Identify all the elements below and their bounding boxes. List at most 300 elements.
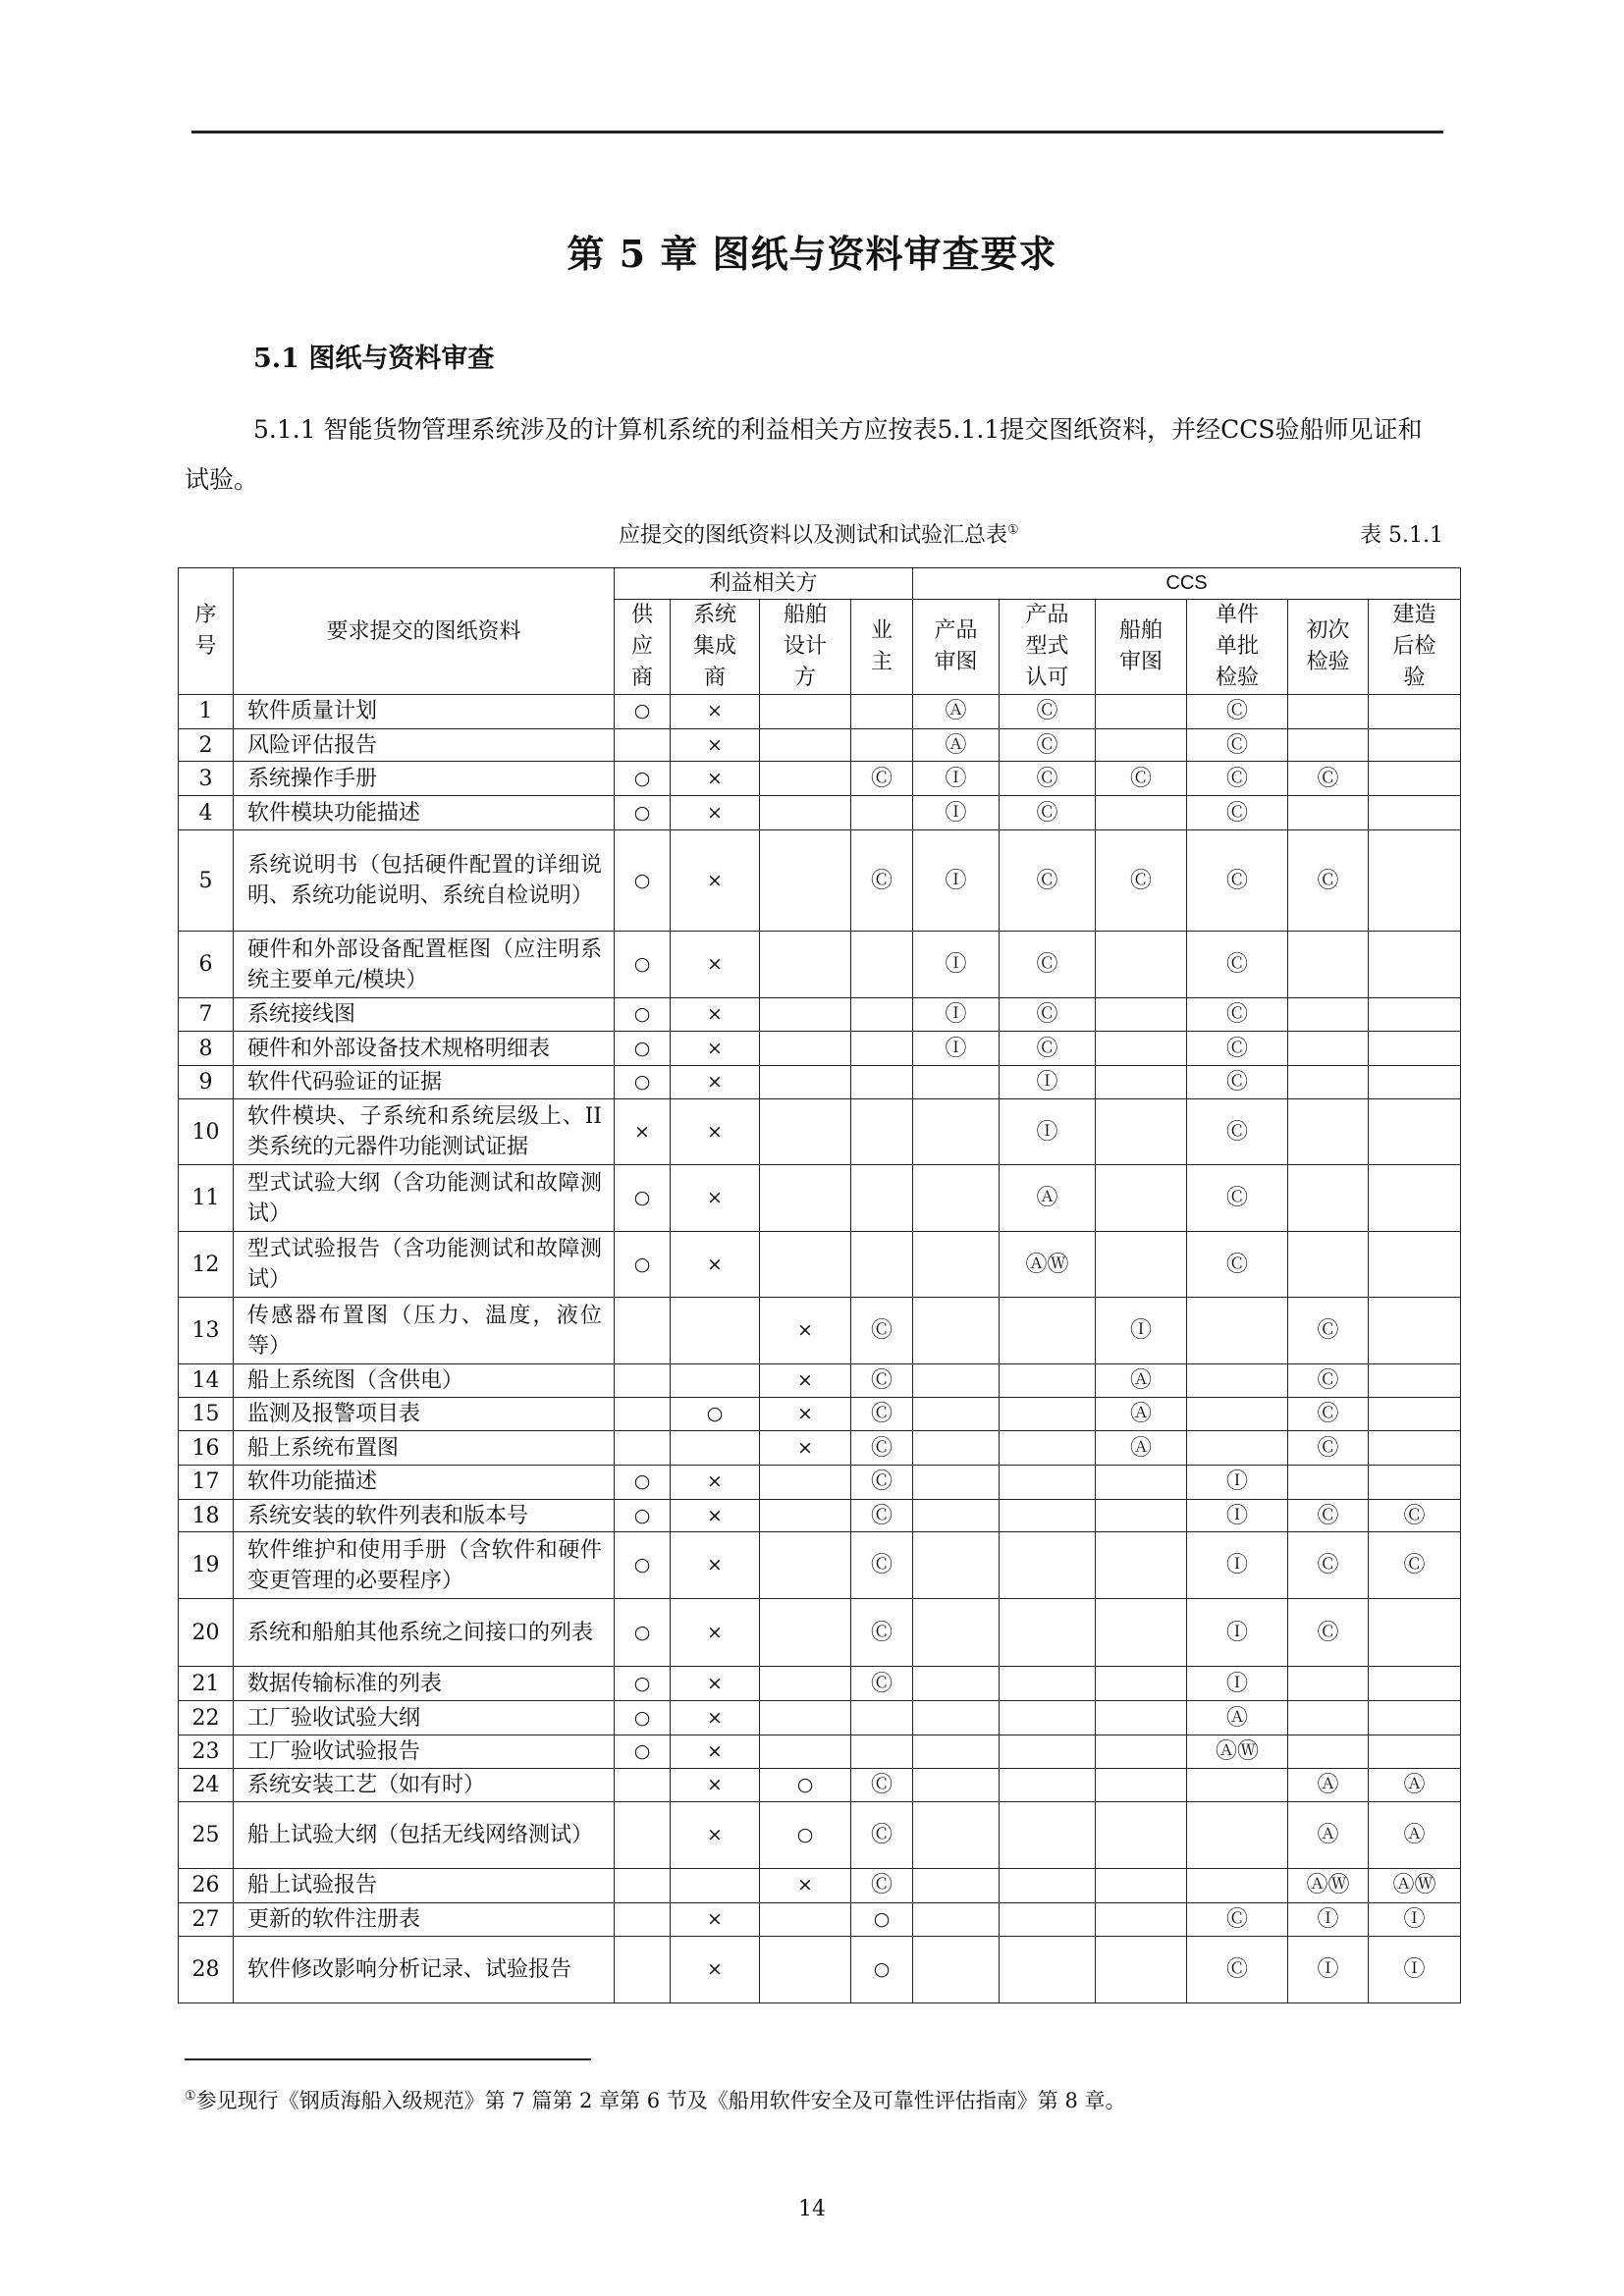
header-sub-text: 产品型式认可 — [1025, 603, 1069, 690]
row-number: 10 — [179, 1098, 234, 1164]
mark-cell: Ⓐ — [1369, 1802, 1461, 1868]
section-title: 5.1 图纸与资料审查 — [253, 344, 495, 374]
mark-cell — [1369, 830, 1461, 932]
mark-cell — [1369, 1398, 1461, 1431]
mark-cell: × — [671, 728, 760, 762]
mark-cell — [1096, 1465, 1187, 1499]
mark-cell: Ⓒ — [1288, 1363, 1369, 1398]
mark-cell: Ⓒ — [1187, 1937, 1288, 2003]
mark-cell — [1369, 1165, 1461, 1231]
row-number: 25 — [179, 1802, 234, 1868]
header-sub-text: 建造后检验 — [1392, 603, 1436, 690]
mark-cell: × — [671, 1598, 760, 1667]
row-document: 系统和船舶其他系统之间接口的列表 — [234, 1598, 615, 1667]
row-number: 19 — [179, 1532, 234, 1598]
mark-cell — [1096, 1499, 1187, 1532]
footnote-rule — [185, 2058, 591, 2060]
row-number: 24 — [179, 1768, 234, 1802]
mark-cell — [671, 1363, 760, 1398]
mark-cell — [913, 1465, 1000, 1499]
mark-cell — [851, 997, 913, 1032]
mark-cell: Ⓒ — [1000, 796, 1096, 830]
header-seq-text: 序号 — [194, 603, 217, 659]
mark-cell: Ⓒ — [1187, 1165, 1288, 1231]
mark-cell — [1369, 1298, 1461, 1363]
table-row — [179, 1363, 1461, 1398]
mark-cell — [760, 762, 851, 796]
mark-cell: × — [671, 1066, 760, 1099]
mark-cell: × — [671, 695, 760, 729]
mark-cell — [1369, 1098, 1461, 1164]
mark-cell: Ⓐ — [1000, 1165, 1096, 1231]
mark-cell: Ⓘ — [1288, 1937, 1369, 2003]
mark-cell: Ⓘ — [1187, 1667, 1288, 1701]
mark-cell — [1369, 997, 1461, 1032]
row-document: 型式试验报告（含功能测试和故障测试） — [234, 1231, 615, 1297]
footnote — [185, 2085, 1126, 2114]
mark-cell — [615, 1768, 671, 1802]
mark-cell: Ⓐ — [1096, 1431, 1187, 1466]
mark-cell: Ⓐ — [913, 695, 1000, 729]
mark-cell — [760, 1598, 851, 1667]
header-sub-5 — [1000, 600, 1096, 695]
mark-cell — [1096, 1532, 1187, 1598]
mark-cell — [1369, 1701, 1461, 1735]
mark-cell — [1096, 1868, 1187, 1902]
mark-cell: × — [671, 1937, 760, 2003]
mark-cell: ○ — [760, 1802, 851, 1868]
mark-cell — [1000, 1802, 1096, 1868]
mark-cell: Ⓐ — [913, 728, 1000, 762]
mark-cell — [615, 1802, 671, 1868]
mark-cell — [1369, 1735, 1461, 1768]
table-row — [179, 1032, 1461, 1066]
mark-cell: × — [671, 830, 760, 932]
mark-cell — [1000, 1902, 1096, 1937]
mark-cell — [1288, 1735, 1369, 1768]
submission-table — [178, 567, 1461, 2003]
mark-cell: Ⓒ — [851, 1667, 913, 1701]
mark-cell: Ⓐ — [1369, 1768, 1461, 1802]
row-document: 监测及报警项目表 — [234, 1398, 615, 1431]
mark-cell — [913, 1499, 1000, 1532]
mark-cell — [1000, 1363, 1096, 1398]
mark-cell — [851, 1066, 913, 1099]
mark-cell — [913, 1937, 1000, 2003]
mark-cell — [851, 1735, 913, 1768]
table-row — [179, 728, 1461, 762]
header-stakeholders: 利益相关方 — [615, 568, 913, 600]
mark-cell — [615, 1868, 671, 1902]
mark-cell — [1187, 1298, 1288, 1363]
table-row — [179, 1532, 1461, 1598]
mark-cell — [615, 1298, 671, 1363]
mark-cell — [1000, 1667, 1096, 1701]
header-sub-9 — [1369, 600, 1461, 695]
row-document: 系统说明书（包括硬件配置的详细说明、系统功能说明、系统自检说明） — [234, 830, 615, 932]
mark-cell — [615, 1398, 671, 1431]
mark-cell: ○ — [851, 1902, 913, 1937]
table-row — [179, 1667, 1461, 1701]
mark-cell — [1000, 1701, 1096, 1735]
table-row — [179, 1465, 1461, 1499]
mark-cell: Ⓒ — [851, 1868, 913, 1902]
mark-cell: × — [615, 1098, 671, 1164]
mark-cell — [913, 1701, 1000, 1735]
mark-cell — [1369, 728, 1461, 762]
mark-cell — [1096, 1098, 1187, 1164]
mark-cell — [1096, 997, 1187, 1032]
row-document: 系统安装的软件列表和版本号 — [234, 1499, 615, 1532]
mark-cell — [1096, 1735, 1187, 1768]
mark-cell — [851, 1231, 913, 1297]
caption-footnote-marker[interactable]: ① — [1007, 522, 1019, 538]
header-sub-text: 系统集成商 — [693, 603, 737, 690]
footnote-text: 参见现行《钢质海船入级规范》第 7 篇第 2 章第 6 节及《船用软件安全及可靠性评估指南》第 8 章。 — [195, 2089, 1126, 2112]
mark-cell: × — [760, 1298, 851, 1363]
mark-cell — [1096, 1032, 1187, 1066]
header-sub-6 — [1096, 600, 1187, 695]
mark-cell: Ⓘ — [1187, 1499, 1288, 1532]
mark-cell: ○ — [615, 932, 671, 997]
mark-cell — [1000, 1532, 1096, 1598]
table-caption-text: 应提交的图纸资料以及测试和试验汇总表 — [619, 523, 1008, 548]
header-sub-8 — [1288, 600, 1369, 695]
mark-cell: Ⓒ — [1096, 762, 1187, 796]
row-number: 5 — [179, 830, 234, 932]
mark-cell: ○ — [615, 1032, 671, 1066]
mark-cell: Ⓒ — [1288, 1598, 1369, 1667]
mark-cell — [1288, 997, 1369, 1032]
mark-cell: ○ — [615, 695, 671, 729]
mark-cell: Ⓒ — [1288, 1499, 1369, 1532]
mark-cell — [760, 1231, 851, 1297]
row-document: 船上试验报告 — [234, 1868, 615, 1902]
mark-cell — [1288, 1066, 1369, 1099]
mark-cell: Ⓒ — [851, 1499, 913, 1532]
body-paragraph: 5.1.1 智能货物管理系统涉及的计算机系统的利益相关方应按表5.1.1提交图纸资料，并经CCS验船师见证和试验。 — [185, 415, 1423, 494]
mark-cell — [1369, 1231, 1461, 1297]
mark-cell: Ⓒ — [1187, 796, 1288, 830]
table-row — [179, 1499, 1461, 1532]
mark-cell: Ⓒ — [1000, 695, 1096, 729]
table-row — [179, 695, 1461, 729]
mark-cell — [1187, 1398, 1288, 1431]
mark-cell: × — [671, 1499, 760, 1532]
mark-cell: ○ — [615, 997, 671, 1032]
mark-cell: × — [760, 1398, 851, 1431]
mark-cell — [1000, 1868, 1096, 1902]
mark-cell: × — [671, 1701, 760, 1735]
mark-cell — [1369, 695, 1461, 729]
mark-cell: Ⓒ — [1000, 932, 1096, 997]
mark-cell: Ⓒ — [1096, 830, 1187, 932]
mark-cell: Ⓘ — [913, 796, 1000, 830]
table-row — [179, 1937, 1461, 2003]
mark-cell: Ⓒ — [851, 1598, 913, 1667]
mark-cell: ○ — [615, 1735, 671, 1768]
mark-cell: Ⓒ — [1000, 1032, 1096, 1066]
mark-cell: ○ — [615, 1532, 671, 1598]
mark-cell — [615, 1431, 671, 1466]
mark-cell — [1369, 1465, 1461, 1499]
table-row — [179, 830, 1461, 932]
mark-cell — [1288, 695, 1369, 729]
row-document: 系统操作手册 — [234, 762, 615, 796]
row-document: 硬件和外部设备技术规格明细表 — [234, 1032, 615, 1066]
mark-cell: Ⓒ — [1187, 762, 1288, 796]
mark-cell: ⒶⓌ — [1000, 1231, 1096, 1297]
table-row — [179, 997, 1461, 1032]
row-number: 22 — [179, 1701, 234, 1735]
mark-cell: ○ — [851, 1937, 913, 2003]
mark-cell — [1096, 1667, 1187, 1701]
mark-cell — [1369, 1066, 1461, 1099]
table-row — [179, 1066, 1461, 1099]
mark-cell — [1000, 1937, 1096, 2003]
mark-cell — [851, 728, 913, 762]
mark-cell: Ⓘ — [1187, 1598, 1288, 1667]
mark-cell — [760, 1735, 851, 1768]
mark-cell: Ⓘ — [1187, 1532, 1288, 1598]
mark-cell — [1187, 1768, 1288, 1802]
mark-cell — [1288, 1701, 1369, 1735]
mark-cell — [760, 1165, 851, 1231]
mark-cell — [851, 796, 913, 830]
mark-cell: ○ — [615, 1499, 671, 1532]
mark-cell: Ⓘ — [913, 830, 1000, 932]
mark-cell — [1096, 1598, 1187, 1667]
table-row — [179, 1231, 1461, 1297]
mark-cell: Ⓒ — [1288, 762, 1369, 796]
mark-cell: × — [671, 1667, 760, 1701]
row-number: 6 — [179, 932, 234, 997]
row-number: 27 — [179, 1902, 234, 1937]
mark-cell — [913, 1066, 1000, 1099]
mark-cell — [1000, 1735, 1096, 1768]
mark-cell — [1288, 1098, 1369, 1164]
mark-cell: Ⓒ — [1000, 997, 1096, 1032]
row-number: 3 — [179, 762, 234, 796]
mark-cell — [913, 1165, 1000, 1231]
row-number: 8 — [179, 1032, 234, 1066]
mark-cell: Ⓒ — [1288, 1431, 1369, 1466]
mark-cell: Ⓘ — [1096, 1298, 1187, 1363]
mark-cell — [760, 1532, 851, 1598]
table-row — [179, 762, 1461, 796]
row-number: 28 — [179, 1937, 234, 2003]
table-caption — [619, 518, 1019, 549]
row-document: 系统接线图 — [234, 997, 615, 1032]
mark-cell — [671, 1431, 760, 1466]
mark-cell — [1096, 695, 1187, 729]
header-sub-text: 单件单批检验 — [1216, 603, 1260, 690]
mark-cell: Ⓐ — [1187, 1701, 1288, 1735]
row-document: 船上系统布置图 — [234, 1431, 615, 1466]
mark-cell — [1187, 1868, 1288, 1902]
table-row — [179, 1902, 1461, 1937]
mark-cell — [1369, 1431, 1461, 1466]
mark-cell: × — [760, 1431, 851, 1466]
mark-cell — [851, 932, 913, 997]
mark-cell: Ⓘ — [913, 762, 1000, 796]
mark-cell: Ⓒ — [1187, 1066, 1288, 1099]
mark-cell: Ⓒ — [1288, 830, 1369, 932]
mark-cell — [1096, 728, 1187, 762]
mark-cell: × — [671, 932, 760, 997]
row-number: 23 — [179, 1735, 234, 1768]
mark-cell — [1096, 1066, 1187, 1099]
mark-cell: Ⓘ — [1187, 1465, 1288, 1499]
header-sub-text: 业主 — [871, 618, 893, 674]
mark-cell: ⒶⓌ — [1187, 1735, 1288, 1768]
row-document: 工厂验收试验大纲 — [234, 1701, 615, 1735]
mark-cell: Ⓘ — [1000, 1066, 1096, 1099]
mark-cell — [1000, 1398, 1096, 1431]
row-number: 1 — [179, 695, 234, 729]
mark-cell — [615, 728, 671, 762]
row-document: 更新的软件注册表 — [234, 1902, 615, 1937]
mark-cell — [1369, 1363, 1461, 1398]
mark-cell: × — [671, 1532, 760, 1598]
mark-cell: Ⓒ — [851, 830, 913, 932]
mark-cell — [851, 1098, 913, 1164]
mark-cell — [760, 1032, 851, 1066]
table-row — [179, 1298, 1461, 1363]
header-sub-2 — [760, 600, 851, 695]
mark-cell: Ⓒ — [851, 1768, 913, 1802]
row-number: 7 — [179, 997, 234, 1032]
mark-cell: Ⓒ — [851, 1532, 913, 1598]
mark-cell — [760, 695, 851, 729]
mark-cell — [913, 1768, 1000, 1802]
row-document: 软件功能描述 — [234, 1465, 615, 1499]
mark-cell: Ⓒ — [851, 762, 913, 796]
row-document: 系统安装工艺（如有时） — [234, 1768, 615, 1802]
mark-cell: Ⓒ — [851, 1398, 913, 1431]
header-sub-0 — [615, 600, 671, 695]
mark-cell — [913, 1902, 1000, 1937]
row-number: 15 — [179, 1398, 234, 1431]
header-sub-text: 产品审图 — [934, 618, 978, 674]
mark-cell: Ⓒ — [1000, 728, 1096, 762]
row-document: 型式试验大纲（含功能测试和故障测试） — [234, 1165, 615, 1231]
mark-cell: × — [671, 1032, 760, 1066]
mark-cell: ○ — [760, 1768, 851, 1802]
header-sub-text: 初次检验 — [1306, 618, 1350, 674]
row-number: 4 — [179, 796, 234, 830]
mark-cell — [671, 1298, 760, 1363]
mark-cell — [913, 1431, 1000, 1466]
mark-cell: × — [671, 997, 760, 1032]
mark-cell: Ⓘ — [1369, 1902, 1461, 1937]
mark-cell — [1096, 1231, 1187, 1297]
table-row — [179, 796, 1461, 830]
mark-cell — [1000, 1431, 1096, 1466]
mark-cell — [760, 1701, 851, 1735]
mark-cell: × — [671, 1768, 760, 1802]
mark-cell — [1288, 796, 1369, 830]
row-document: 软件模块功能描述 — [234, 796, 615, 830]
mark-cell — [760, 1465, 851, 1499]
mark-cell — [760, 1902, 851, 1937]
mark-cell — [1369, 796, 1461, 830]
row-number: 14 — [179, 1363, 234, 1398]
header-ccs: CCS — [913, 568, 1461, 600]
mark-cell: Ⓘ — [1000, 1098, 1096, 1164]
mark-cell — [1288, 932, 1369, 997]
mark-cell: Ⓒ — [1187, 830, 1288, 932]
mark-cell: Ⓒ — [1187, 1902, 1288, 1937]
row-document: 船上系统图（含供电） — [234, 1363, 615, 1398]
table-row — [179, 1431, 1461, 1466]
mark-cell — [1000, 1598, 1096, 1667]
mark-cell — [851, 1032, 913, 1066]
mark-cell — [1369, 1032, 1461, 1066]
mark-cell: Ⓒ — [851, 1465, 913, 1499]
mark-cell — [1000, 1768, 1096, 1802]
mark-cell — [1288, 1667, 1369, 1701]
mark-cell — [760, 830, 851, 932]
mark-cell: ○ — [671, 1398, 760, 1431]
mark-cell: Ⓒ — [1187, 1032, 1288, 1066]
header-sub-text: 船舶审图 — [1119, 618, 1164, 674]
mark-cell — [1096, 932, 1187, 997]
mark-cell — [1096, 1902, 1187, 1937]
table-row — [179, 932, 1461, 997]
mark-cell — [913, 1802, 1000, 1868]
table-row — [179, 1098, 1461, 1164]
mark-cell — [1096, 1768, 1187, 1802]
mark-cell: Ⓒ — [851, 1802, 913, 1868]
mark-cell: Ⓒ — [1000, 830, 1096, 932]
mark-cell: × — [760, 1868, 851, 1902]
row-number: 12 — [179, 1231, 234, 1297]
mark-cell — [1288, 1165, 1369, 1231]
mark-cell: × — [671, 796, 760, 830]
mark-cell: Ⓘ — [1369, 1937, 1461, 2003]
row-document: 风险评估报告 — [234, 728, 615, 762]
mark-cell — [913, 1598, 1000, 1667]
mark-cell — [913, 1231, 1000, 1297]
mark-cell: ○ — [615, 762, 671, 796]
mark-cell: ○ — [615, 1165, 671, 1231]
mark-cell: ○ — [615, 1066, 671, 1099]
table-number: 表 5.1.1 — [1360, 523, 1443, 548]
mark-cell: × — [671, 1465, 760, 1499]
row-document: 软件维护和使用手册（含软件和硬件变更管理的必要程序） — [234, 1532, 615, 1598]
mark-cell: Ⓒ — [1187, 728, 1288, 762]
mark-cell: × — [760, 1363, 851, 1398]
mark-cell — [913, 1735, 1000, 1768]
mark-cell: × — [671, 1231, 760, 1297]
mark-cell — [913, 1868, 1000, 1902]
row-document: 硬件和外部设备配置框图（应注明系统主要单元/模块） — [234, 932, 615, 997]
mark-cell: Ⓒ — [1369, 1532, 1461, 1598]
mark-cell: Ⓐ — [1288, 1768, 1369, 1802]
mark-cell — [760, 1098, 851, 1164]
mark-cell — [1369, 932, 1461, 997]
mark-cell — [760, 1937, 851, 2003]
mark-cell: Ⓒ — [1187, 1231, 1288, 1297]
table-row — [179, 1802, 1461, 1868]
mark-cell — [1096, 1937, 1187, 2003]
mark-cell: ○ — [615, 1465, 671, 1499]
mark-cell: ○ — [615, 1231, 671, 1297]
mark-cell — [615, 1902, 671, 1937]
header-sub-1 — [671, 600, 760, 695]
table-row — [179, 1768, 1461, 1802]
